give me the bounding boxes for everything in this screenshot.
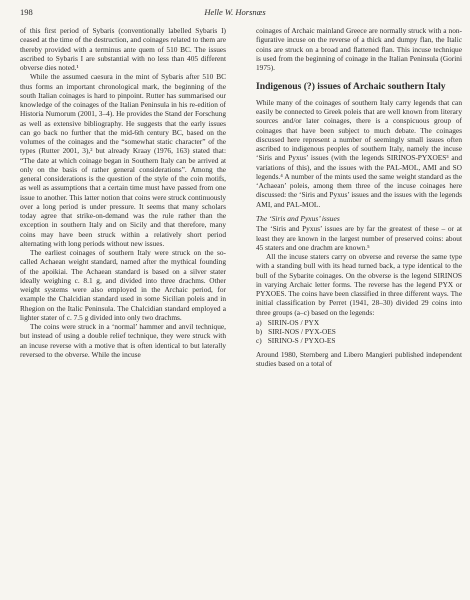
paragraph: The earliest coinages of southern Italy were struck on the so-called Achaean weight standard, named after the mythical founding of the apoikiai. The Achaean standard is based on a silver stater ideally weighing c. 8.1 g, and divided into three drachms. Other weight systems were also employed in the Archaic period, for example the Chalcidian standard used in some Sicilian poleis and in Rhegion on the Italic Peninsula. The Chalcidian standard employed a lighter stater of c. 7.5 g divided into only two drachms. <box>20 248 226 322</box>
list-marker: b) <box>256 327 263 336</box>
paragraph: While the assumed caesura in the mint of Sybaris after 510 BC thus forms an important chronological mark, the beginning of the south Italian coinages is hard to pinpoint. Rutter has summarised our knowledge of the coinages of the Italian Peninsula in his re-edition of Historia Numorum (2001, 3–4). He provides the Stand der Forschung as well as extensive bibliography. He suggests that the early issues can go back no further that the mid-6th century BC, based on the volumes of the coinages and the “somewhat static character” of the types (Rutter 2001, 3),² but already Kraay (1976, 163) stated that: “The date at which coinage began in Southern Italy can be arrived at only on the basis of rather general considerations”. Among the general considerations is the question of the style of the coin motifs, as well as assumptions that a certain time must have passed from one issue to another. This latter notion that coins were struck continuously over a long period is under pressure. It seems that many scholars today agree that strike-on-demand was the rule rather than the exception in southern Italy and on Sicily and that therefore, many coins may have been struck within a relatively short period alternating with long periods without new issues. <box>20 72 226 248</box>
page-number: 198 <box>20 7 33 17</box>
paragraph: of this first period of Sybaris (conventionally labelled Sybaris I) ceased at the time of the destruction, and coinages related to them are thereby provided with a terminus ante quem of 510 BC. The issues ascribed to Sybaris I are substantial with no less than 405 different obverse dies noted.¹ <box>20 26 226 72</box>
list-item <box>256 336 462 345</box>
paragraph: Around 1980, Sternberg and Libero Mangieri published independent studies based on a total of <box>256 349 462 368</box>
list-marker: a) <box>256 317 262 327</box>
paragraph: The ‘Siris and Pyxus’ issues are by far the greatest of these – or at least they are known in the largest number of preserved coins: about 45 staters and one drachm are known.⁵ <box>256 224 462 252</box>
legend-list <box>256 318 462 346</box>
paragraph: All the incuse staters carry on obverse and reverse the same type with a standing bull with its head turned back, a type identical to the bull of the Sybarite coinages. On the obverse is the legend SIRINOS in varying Archaic letter forms. The reverse has the legend PYX or PYXOES. The coins have been classified in three different ways. The initial classification by Perret (1941, 28–30) divided 29 coins into three groups (a–c) based on the legends: <box>256 252 462 317</box>
paragraph: coinages of Archaic mainland Greece are normally struck with a non-figurative incuse on the reverse of a thick and dumpy flan, the Italic coins are struck on a broad and flattened flan. This incuse technique is used from the beginning of coinage in the Italian Peninsula (Gorini 1975). <box>256 26 462 72</box>
list-item <box>256 318 462 327</box>
list-text: SIRI-NOS / PYX-OES <box>268 327 336 336</box>
paragraph: The coins were struck in a ‘normal’ hammer and anvil technique, but instead of using a double relief technique, they were struck with an incuse reverse with a motive that is often identical to but laterally reversed to the obverse. While the incuse <box>20 322 226 359</box>
paragraph: While many of the coinages of southern Italy carry legends that can easily be connected to Greek poleis that are well known from literary sources and/or later coinages, there is a conspicuous group of coinages that have been subject to much debate. The coinages discussed here represent a number of seemingly small issues often ascribed to indigenous peoples of southern Italy, namely the incuse ‘Siris and Pyxus’ issues (with the legends SIRINOS-PYXOES³ and variations of this), and the issues with the PAL-MOL, AMI and SO legends.⁴ A number of the mints used the same weight standard as the ‘Achaean’ poleis, among them three of the incuse coinages here discussed: the ‘Siris and Pyxus’ issues and the issues with the legends AMI, and PAL-MOL. <box>256 97 462 209</box>
list-marker: c) <box>256 336 262 346</box>
section-heading: Indigenous (?) issues of Archaic southern Italy <box>256 81 446 93</box>
list-text: SIRIN-OS / PYX <box>267 317 320 327</box>
right-column <box>256 26 462 368</box>
list-item <box>256 327 462 336</box>
list-text: SIRINO-S / PYXO-ES <box>267 336 336 346</box>
left-column <box>20 26 226 359</box>
running-head: Helle W. Horsnæs <box>204 7 266 17</box>
page-header <box>20 7 450 21</box>
subsection-heading: The ‘Siris and Pyxus’ issues <box>256 213 340 223</box>
